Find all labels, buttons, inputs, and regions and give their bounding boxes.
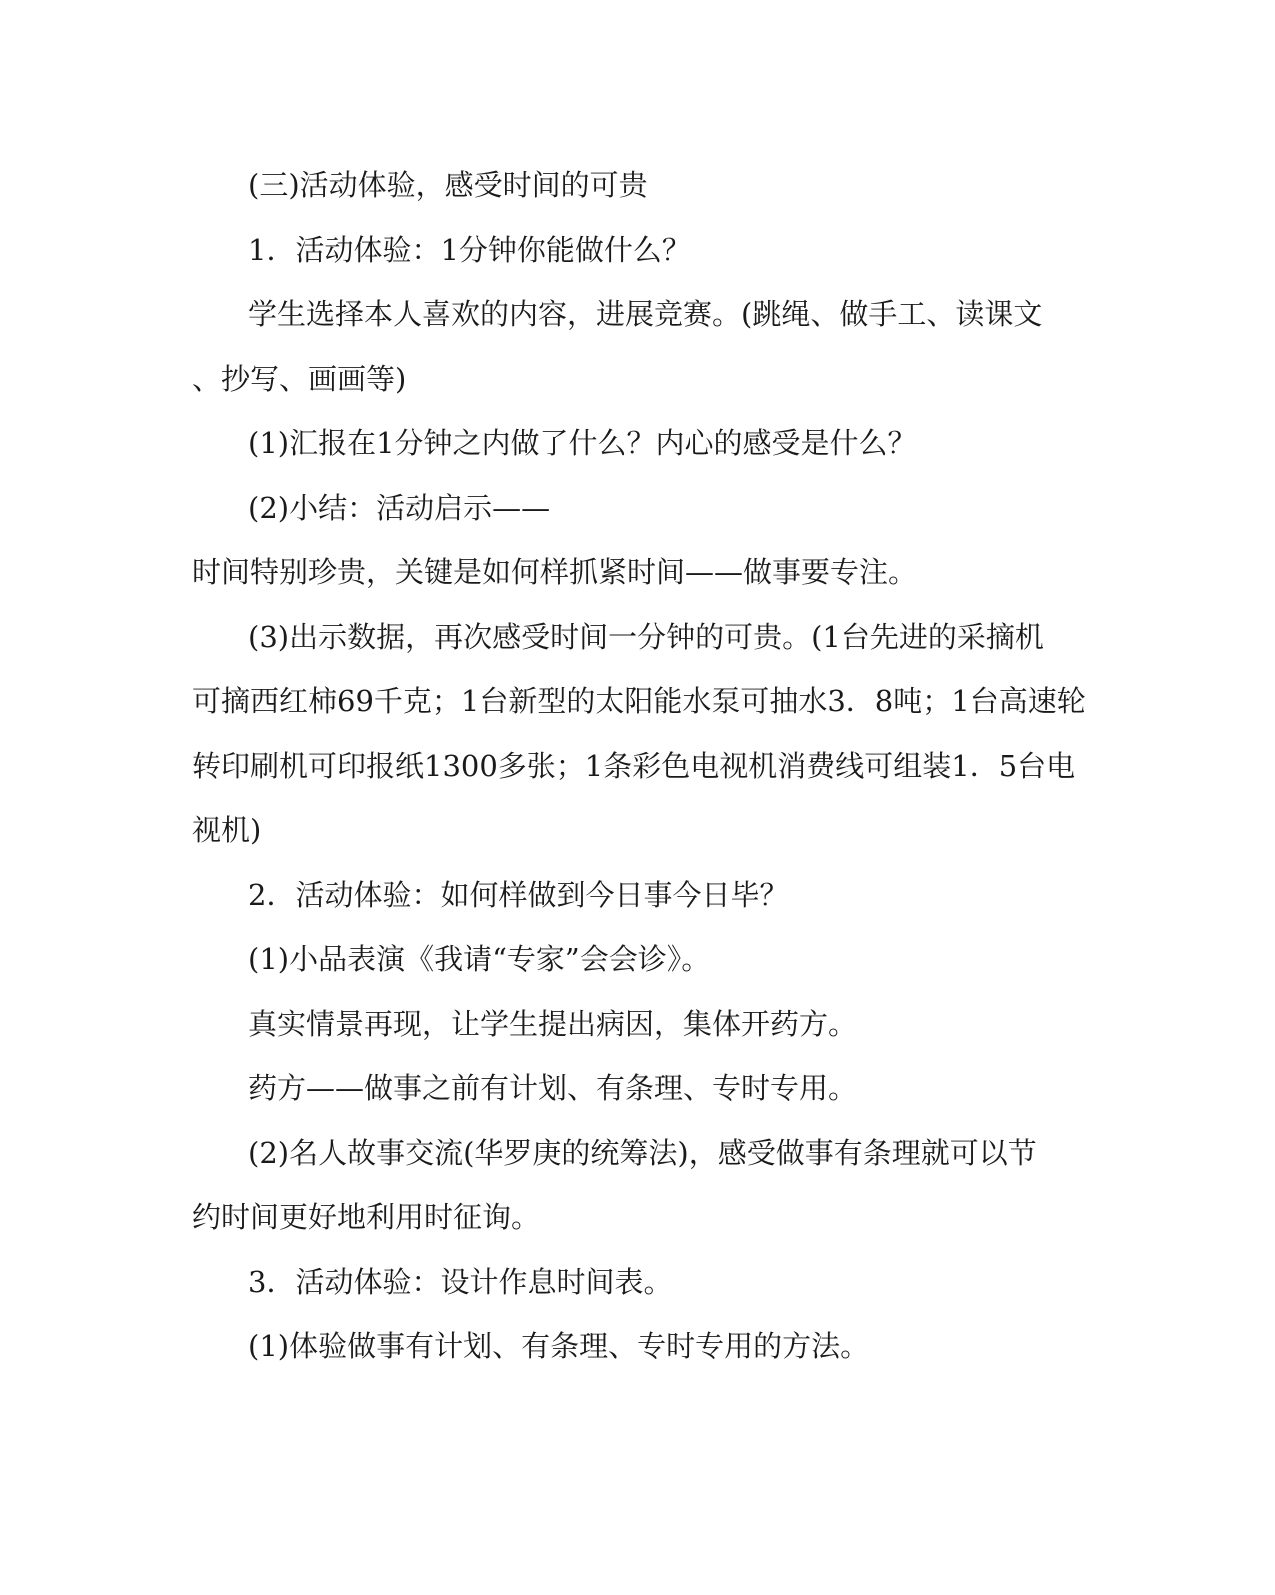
document-body [192,153,1086,1379]
paragraph-line: 时间特别珍贵，关键是如何样抓紧时间——做事要专注。 [192,555,918,589]
paragraph-line: 视机) [192,813,262,847]
list-item: (1)小品表演《我请“专家”会会诊》。 [248,942,711,976]
list-item: (1)汇报在1分钟之内做了什么？内心的感受是什么？ [248,426,917,460]
activity-title: 2．活动体验：如何样做到今日事今日毕？ [248,877,789,912]
activity-title: 3．活动体验：设计作息时间表。 [248,1264,673,1299]
activity-title: 1．活动体验：1分钟你能做什么？ [248,232,691,267]
list-item: (2)小结：活动启示—— [248,490,551,525]
paragraph-line: 可摘西红柿69千克；1台新型的太阳能水泵可抽水3．8吨；1台高速轮 [192,684,1086,718]
paragraph-line: 药方——做事之前有计划、有条理、专时专用。 [248,1071,858,1105]
paragraph-line: 约时间更好地利用时征询。 [192,1200,541,1234]
paragraph-line: 学生选择本人喜欢的内容，进展竞赛。(跳绳、做手工、读课文 [248,297,1043,331]
paragraph-line: 、抄写、画画等) [192,361,407,396]
paragraph-line: 真实情景再现，让学生提出病因，集体开药方。 [248,1006,858,1041]
list-item: (2)名人故事交流(华罗庚的统筹法)，感受做事有条理就可以节 [248,1135,1037,1170]
list-item: (3)出示数据，再次感受时间一分钟的可贵。(1台先进的采摘机 [248,619,1044,654]
list-item: (1)体验做事有计划、有条理、专时专用的方法。 [248,1329,870,1363]
section-heading: (三)活动体验，感受时间的可贵 [248,168,648,202]
paragraph-line: 转印刷机可印报纸1300多张；1条彩色电视机消费线可组装1．5台电 [192,748,1076,783]
